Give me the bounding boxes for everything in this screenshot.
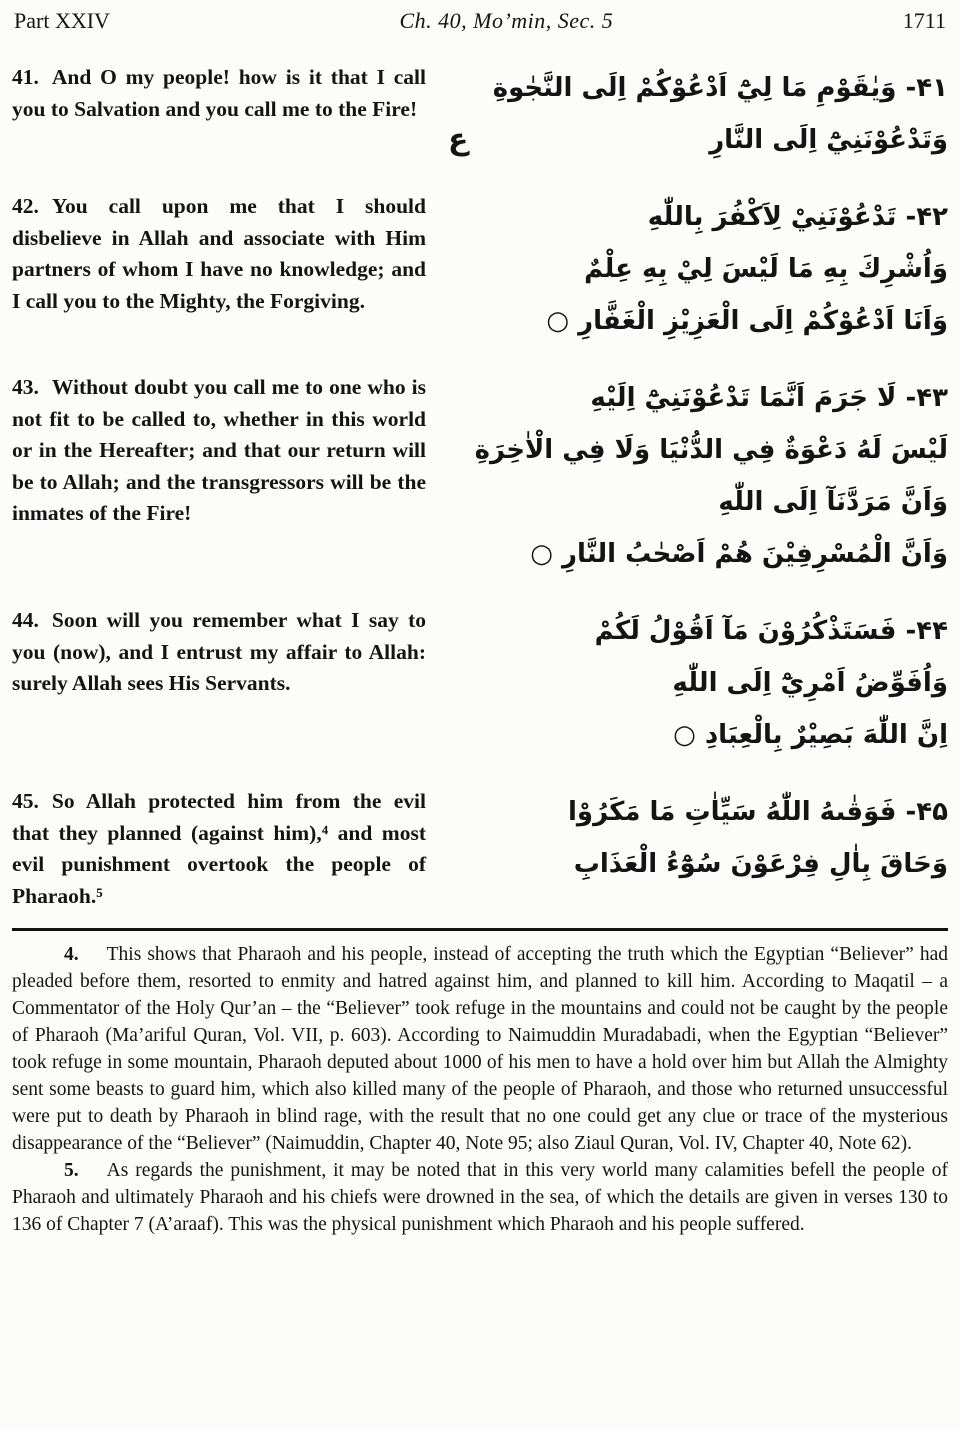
verse-english (12, 605, 426, 700)
verse-english (12, 191, 426, 317)
end-of-ayah-ornament-icon: ع (448, 122, 469, 157)
verse-arabic (442, 191, 948, 347)
footnote-5 (12, 1157, 948, 1238)
verse-number: 43. (12, 375, 39, 399)
verse-english (12, 372, 426, 530)
footnote-4 (12, 941, 948, 1157)
verse-arabic (442, 605, 948, 761)
verse-english-text: Soon will you remember what I say to you (now), and I entrust my affair to Allah: surely Allah sees His Servants. (12, 608, 426, 696)
arabic-line (442, 114, 948, 166)
verse-number: 42. (12, 194, 39, 218)
page-number: 1711 (902, 8, 946, 33)
verse-english (12, 62, 426, 125)
verse-number: 41. (12, 65, 39, 89)
footnote-divider (12, 928, 948, 931)
verse-arabic (442, 62, 948, 166)
arabic-line: وَاَنَّ الْمُسْرِفِيْنَ هُمْ اَصْحٰبُ النَّارِ ○ (530, 539, 948, 569)
verse-row-41 (12, 62, 948, 166)
arabic-line: ۴۳- لَا جَرَمَ اَنَّمَا تَدْعُوْنَنِيْٓ اِلَيْهِ (590, 383, 948, 413)
footnote-text: This shows that Pharaoh and his people, instead of accepting the truth which the Egyptian “Believer” had pleaded before them, resorted to enmity and hatred against him, and planned to kill him. According to Maqatil – a Commentator of the Holy Qur’an – the “Believer” took refuge in the mountains and could not be caught by the people of Pharaoh (Ma’ariful Quran, Vol. VII, p. 603). According to Naimuddin Muradabadi, when the Egyptian “Believer” took refuge in some mountain, Pharaoh deputed about 1000 of his men to have a hold over him but Allah the Almighty sent some beasts to guard him, which also killed many of the people of Pharaoh, and those who returned unsuccessful were put to death by Pharaoh in blind rage, with the result that no one could get any clue or trace of the mysterious disappearance of the “Believer” (Naimuddin, Chapter 40, Note 95; also Ziaul Quran, Vol. IV, Chapter 40, Note 62). (12, 944, 948, 1155)
arabic-line: وَاَنَّ مَرَدَّنَآ اِلَى اللّٰهِ (718, 487, 948, 517)
verse-number: 44. (12, 608, 39, 632)
arabic-line: ۴۱- وَيٰقَوْمِ مَا لِيْٓ اَدْعُوْكُمْ اِلَى النَّجٰوةِ (492, 73, 948, 103)
page-header (12, 6, 948, 34)
verse-number: 45. (12, 789, 39, 813)
footnote-text: As regards the punishment, it may be noted that in this very world many calamities befell the people of Pharaoh and ultimately Pharaoh and his chiefs were drowned in the sea, of which the details are given in verses 130 to 136 of Chapter 7 (A’araaf). This was the physical punishment which Pharaoh and his people suffered. (12, 1160, 948, 1236)
arabic-line: وَاَنَا اَدْعُوْكُمْ اِلَى الْعَزِيْزِ الْغَفَّارِ ○ (546, 306, 948, 336)
verse-arabic (442, 786, 948, 890)
part-label: Part XXIV (14, 8, 110, 33)
arabic-line: وَحَاقَ بِاٰلِ فِرْعَوْنَ سُوْٓءُ الْعَذَابِ (573, 849, 948, 879)
verse-row-42 (12, 191, 948, 347)
verse-arabic (442, 372, 948, 580)
verses-section (12, 62, 948, 912)
arabic-line: ۴۲- تَدْعُوْنَنِيْ لِاَكْفُرَ بِاللّٰهِ (647, 202, 948, 232)
arabic-line: لَيْسَ لَهُ دَعْوَةٌ فِي الدُّنْيَا وَلَا فِي الْاٰخِرَةِ (474, 435, 948, 465)
verse-row-44 (12, 605, 948, 761)
verse-english-text: Without doubt you call me to one who is not fit to be called to, whether in this world or in the Hereafter; and that our return will be to Allah; and the transgressors will be the inmates of the Fire! (12, 375, 426, 526)
arabic-line: وَاُفَوِّضُ اَمْرِيْٓ اِلَى اللّٰهِ (672, 668, 948, 698)
footnote-number: 5. (64, 1160, 79, 1182)
arabic-line: وَاُشْرِكَ بِهِ مَا لَيْسَ لِيْ بِهِ عِلْمٌ (584, 254, 948, 284)
arabic-line-text: وَتَدْعُوْنَنِيْٓ اِلَى النَّارِ (709, 125, 948, 155)
arabic-line: ۴۵- فَوَقٰىهُ اللّٰهُ سَيِّاٰتِ مَا مَكَرُوْا (568, 797, 948, 827)
verse-row-43 (12, 372, 948, 580)
arabic-line: اِنَّ اللّٰهَ بَصِيْرٌ بِالْعِبَادِ ○ (673, 720, 948, 750)
verse-english-text: You call upon me that I should disbelieve in Allah and associate with Him partners of whom I have no knowledge; and I call you to the Mighty, the Forgiving. (12, 194, 426, 313)
verse-row-45 (12, 786, 948, 912)
footnotes-section (12, 941, 948, 1238)
footnote-number: 4. (64, 944, 79, 966)
verse-english-text: So Allah protected him from the evil that they planned (against him),⁴ and most evil punishment overtook the people of Pharaoh.⁵ (12, 789, 426, 908)
verse-english-text: And O my people! how is it that I call you to Salvation and you call me to the Fire! (12, 65, 426, 121)
verse-english (12, 786, 426, 912)
arabic-line: ۴۴- فَسَتَذْكُرُوْنَ مَآ اَقُوْلُ لَكُمْ (594, 616, 948, 646)
chapter-heading: Ch. 40, Mo’min, Sec. 5 (399, 8, 614, 33)
